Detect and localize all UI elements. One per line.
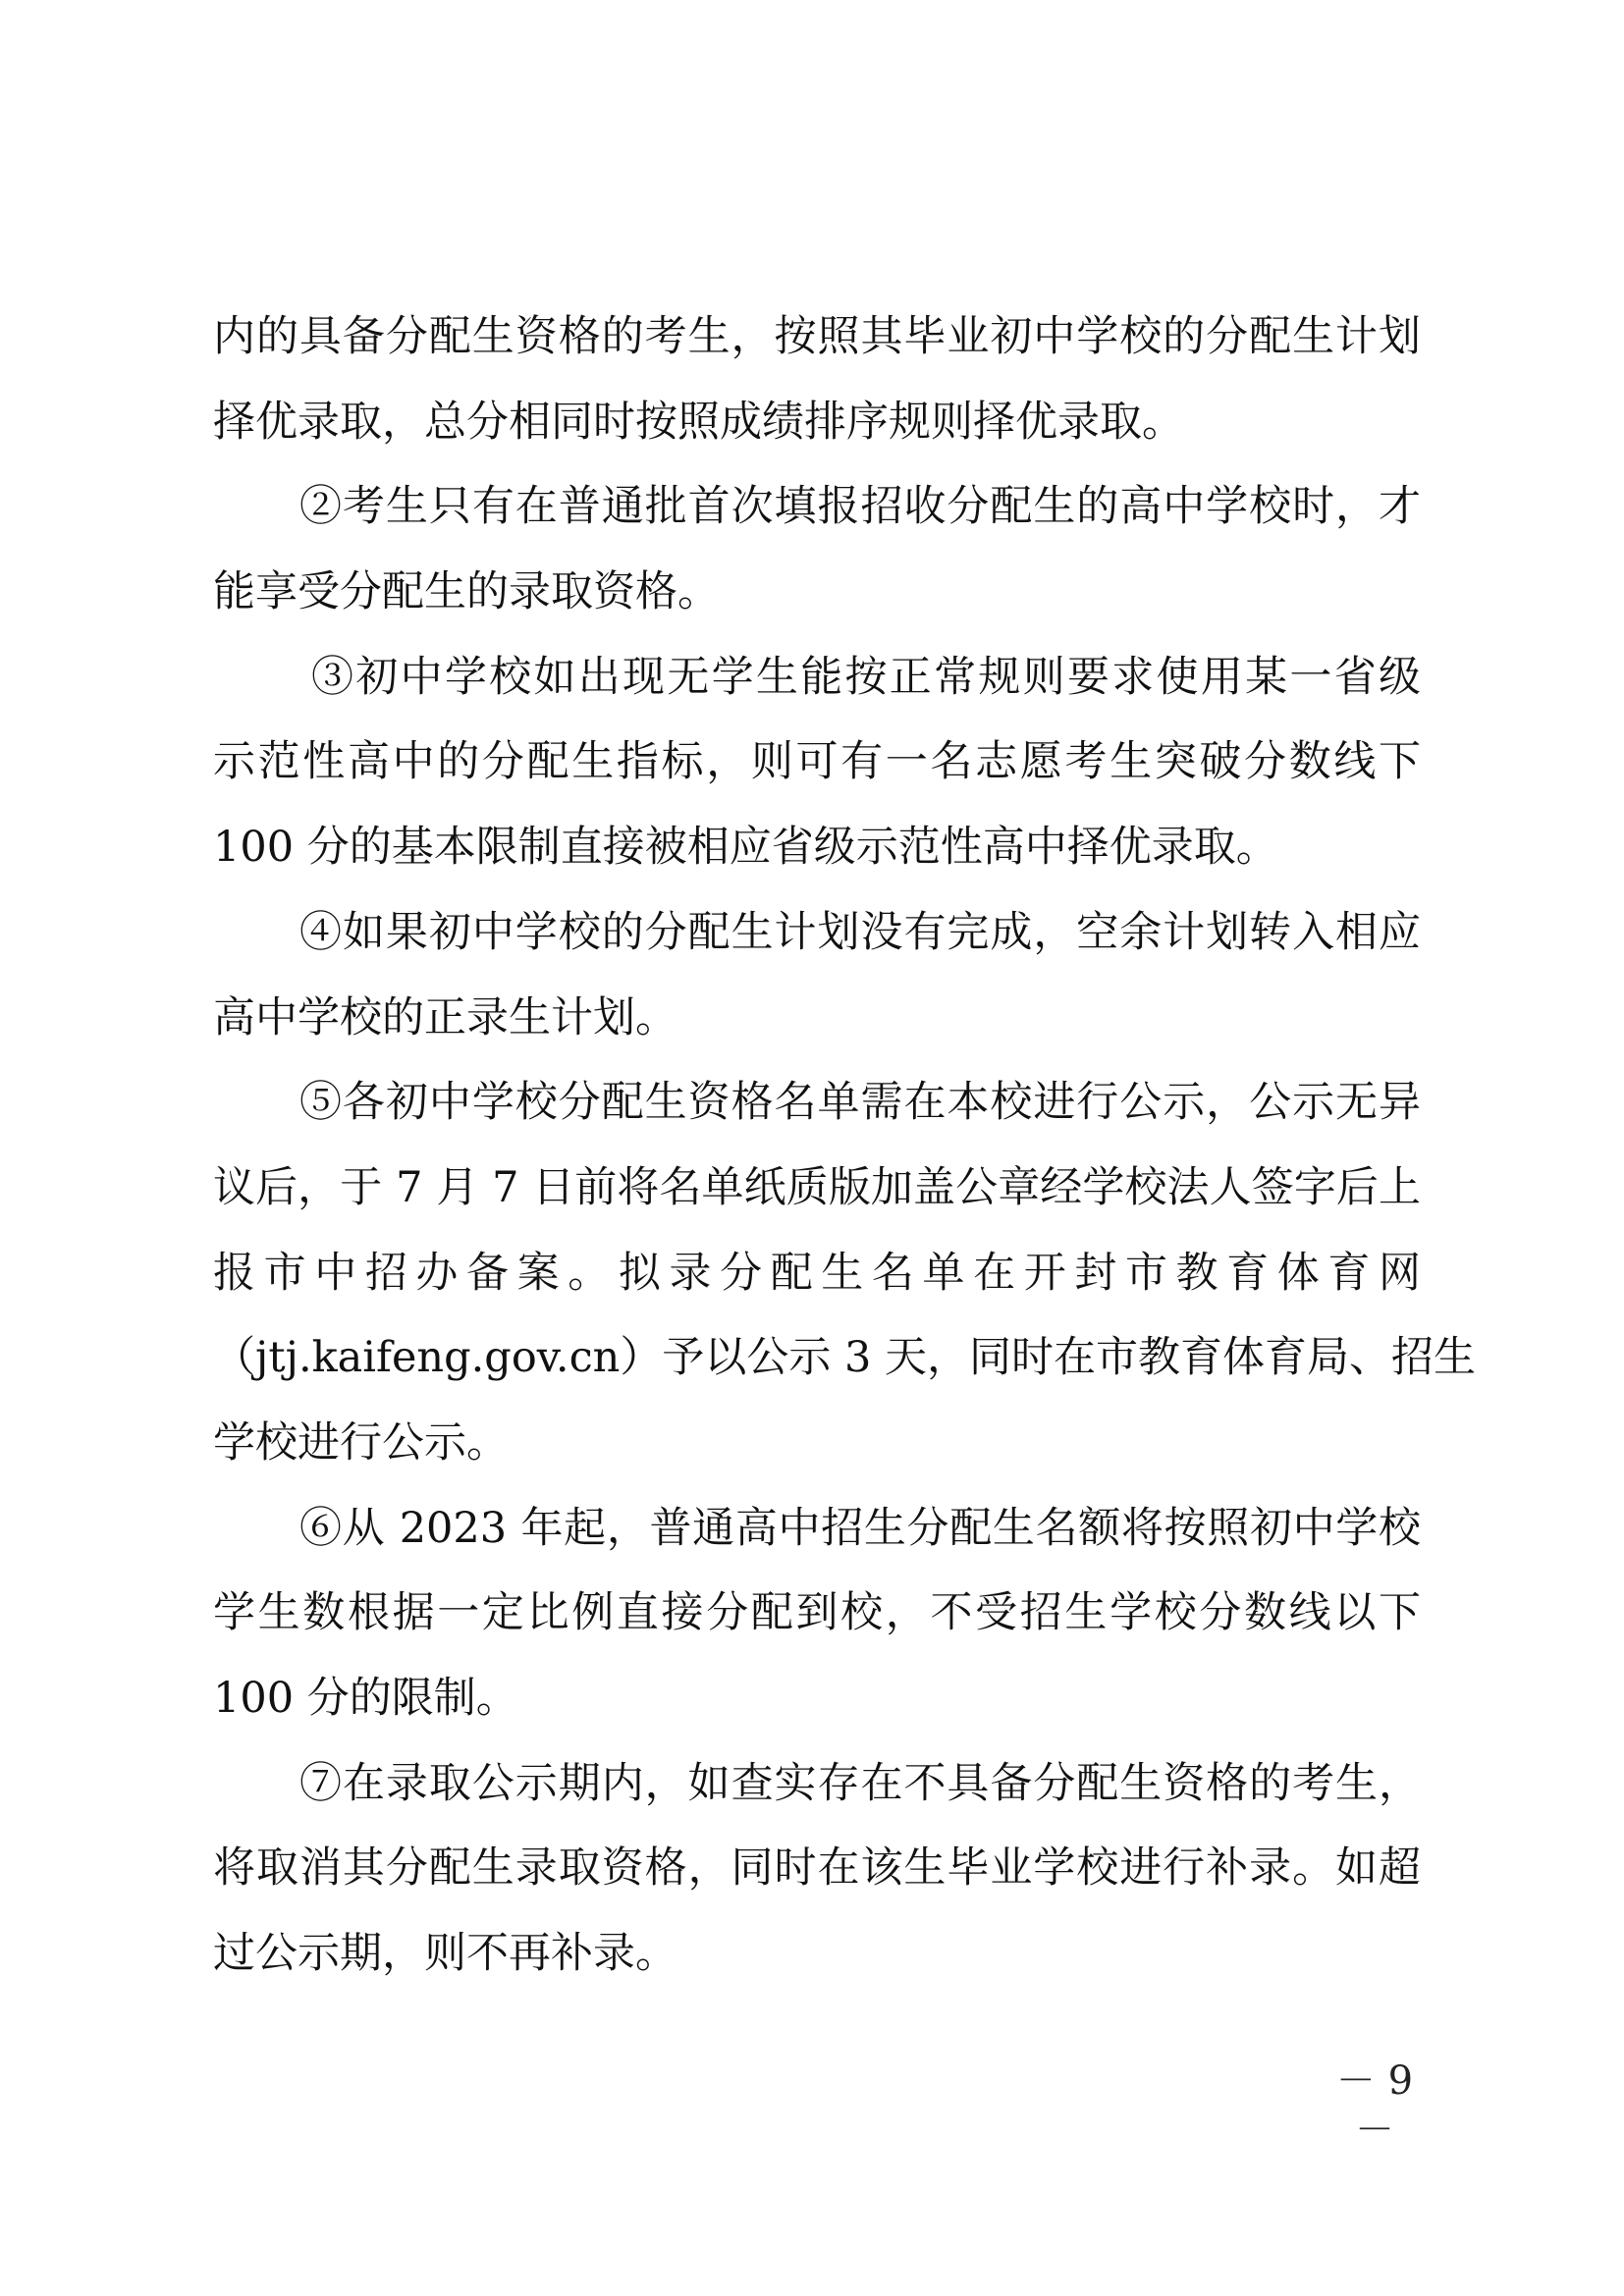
text-line: ③初中学校如出现无学生能按正常规则要求使用某一省级 (311, 652, 1421, 702)
text-line: 内的具备分配生资格的考生，按照其毕业初中学校的分配生计划 (213, 312, 1421, 361)
text-line: 示范性高中的分配生指标，则可有一名志愿考生突破分数线下 (213, 737, 1421, 787)
text-line: 议后，于 7 月 7 日前将名单纸质版加盖公章经学校法人签字后上 (213, 1162, 1421, 1212)
page-number: － 9 － (1335, 2058, 1414, 2153)
paragraph-item-6 (213, 1486, 1421, 1741)
document-body (213, 294, 1477, 1997)
text-line: 能享受分配生的录取资格。 (213, 567, 720, 617)
text-line: ④如果初中学校的分配生计划没有完成，空余计划转入相应 (299, 907, 1421, 957)
text-line: 高中学校的正录生计划。 (213, 992, 677, 1042)
paragraph-item-7 (213, 1741, 1421, 1997)
text-line: 报市中招办备案。拟录分配生名单在开封市教育体育网 (213, 1248, 1421, 1298)
paragraph-item-4 (213, 890, 1421, 1060)
text-line: 学生数根据一定比例直接分配到校，不受招生学校分数线以下 (213, 1588, 1421, 1638)
text-line: 择优录取，总分相同时按照成绩排序规则择优录取。 (213, 397, 1184, 447)
paragraph-item-2 (213, 464, 1421, 634)
paragraph-item-3 (213, 635, 1421, 890)
text-line: ⑥从 2023 年起，普通高中招生分配生名额将按照初中学校 (299, 1503, 1421, 1553)
paragraph-item-5 (213, 1060, 1477, 1485)
text-line: ⑦在录取公示期内，如查实存在不具备分配生资格的考生， (299, 1758, 1421, 1808)
text-line: 将取消其分配生录取资格，同时在该生毕业学校进行补录。如超 (213, 1843, 1421, 1894)
text-line: 100 分的限制。 (213, 1674, 518, 1723)
text-line: ②考生只有在普通批首次填报招收分配生的高中学校时，才 (299, 482, 1421, 532)
text-line: ⑤各初中学校分配生资格名单需在本校进行公示，公示无异 (299, 1078, 1421, 1128)
text-line: 学校进行公示。 (213, 1417, 509, 1468)
paragraph-continuation (213, 294, 1421, 464)
text-line-with-url: （jtj.kaifeng.gov.cn）予以公示 3 天，同时在市教育体育局、招生 (213, 1333, 1477, 1383)
text-line: 过公示期，则不再补录。 (213, 1929, 677, 1979)
text-line: 100 分的基本限制直接被相应省级示范性高中择优录取。 (213, 823, 1278, 873)
